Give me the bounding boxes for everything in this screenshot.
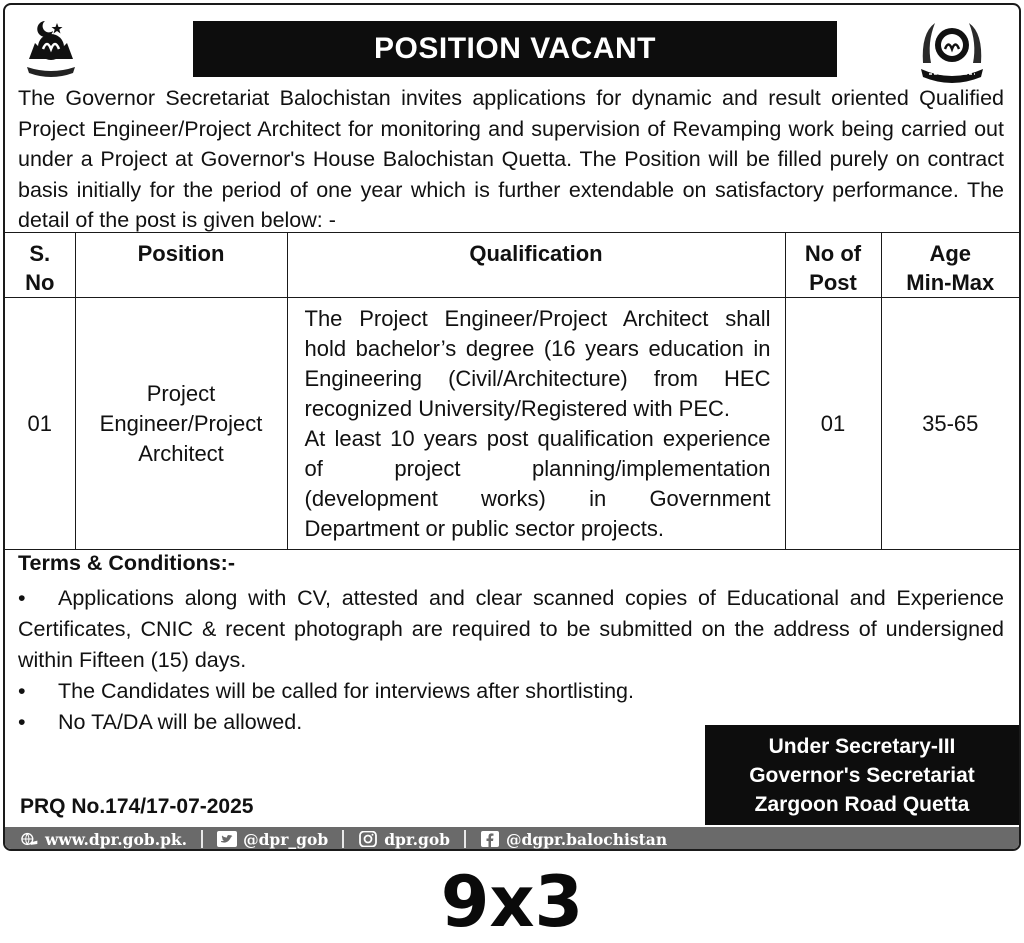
header-age <box>881 233 1019 298</box>
divider <box>342 830 344 848</box>
header-position: Position <box>75 233 287 298</box>
header-sno-line2: No <box>25 270 55 295</box>
header-sno <box>5 233 75 298</box>
page-title: POSITION VACANT <box>193 21 837 77</box>
list-item <box>18 583 1004 676</box>
term-text: Applications along with CV, attested and clear scanned copies of Educational and Experience Certificates, CNIC & recent photograph are required to be submitted on the address of undersigned within Fifteen (15) days. <box>18 586 1004 672</box>
twitter-handle[interactable]: @dpr_gob <box>243 829 329 849</box>
signatory-box <box>705 725 1019 825</box>
bullet: • <box>18 586 26 610</box>
website-link[interactable]: www.dpr.gob.pk. <box>45 829 188 849</box>
signatory-title: Under Secretary-III <box>768 734 956 758</box>
footer-facebook[interactable] <box>480 830 667 849</box>
position-line3: Architect <box>138 440 224 466</box>
list-item <box>18 676 1004 707</box>
divider <box>464 830 466 848</box>
header-age-line1: Age <box>929 241 972 266</box>
post-table <box>5 232 1019 550</box>
prq-number: PRQ No.174/17-07-2025 <box>20 795 254 818</box>
header-sno-line1: S. <box>29 241 51 266</box>
term-text: No TA/DA will be allowed. <box>58 710 303 734</box>
footer-bar <box>5 827 1019 851</box>
header-no-of-post <box>785 233 881 298</box>
header-posts-line1: No of <box>804 241 862 266</box>
qualification-degree: The Project Engineer/Project Architect shall hold bachelor’s degree (16 years education in Engineering (Civil/Architecture) from HEC recognized University/Registered with PEC. <box>304 305 771 421</box>
terms-heading: Terms & Conditions:- <box>18 551 235 575</box>
signatory-office: Governor's Secretariat <box>749 763 975 787</box>
terms-list <box>18 583 1004 738</box>
footer-instagram[interactable] <box>358 830 450 849</box>
balochistan-emblem-icon <box>15 13 87 85</box>
cell-age: 35-65 <box>881 298 1019 550</box>
divider <box>201 830 203 848</box>
position-line1: Project <box>146 380 216 406</box>
governor-house-emblem-icon <box>913 13 991 85</box>
footer-twitter[interactable] <box>217 830 328 849</box>
cell-sno: 01 <box>5 298 75 550</box>
twitter-icon <box>217 831 237 847</box>
bullet: • <box>18 710 26 734</box>
advertisement <box>3 3 1021 851</box>
ad-size-label: 9x3 <box>440 861 584 943</box>
cell-position <box>75 298 287 550</box>
instagram-handle[interactable]: dpr.gob <box>384 829 451 849</box>
table-header-row <box>5 233 1019 298</box>
globe-hand-icon <box>19 831 39 847</box>
header-age-line2: Min-Max <box>906 270 995 295</box>
table-row <box>5 298 1019 550</box>
cell-qualification <box>287 298 785 550</box>
qualification-experience: At least 10 years post qualification experience of project planning/implementation (development works) in Government Department or public sector projects. <box>304 425 771 541</box>
position-line2: Engineer/Project <box>99 410 263 436</box>
facebook-icon <box>480 831 500 847</box>
header-qualification: Qualification <box>287 233 785 298</box>
facebook-handle[interactable]: @dgpr.balochistan <box>506 829 668 849</box>
footer-website[interactable] <box>19 830 187 849</box>
cell-no-of-post: 01 <box>785 298 881 550</box>
term-text: The Candidates will be called for interviews after shortlisting. <box>58 679 634 703</box>
instagram-icon <box>358 831 378 847</box>
intro-paragraph: The Governor Secretariat Balochistan invites applications for dynamic and result oriented Qualified Project Engineer/Project Architect for monitoring and supervision of Revamping work being carried out under a Project at Governor's House Balochistan Quetta. The Position will be filled purely on contract basis initially for the period of one year which is further extendable on satisfactory performance. The detail of the post is given below: - <box>18 86 1004 232</box>
signatory-address: Zargoon Road Quetta <box>754 792 970 816</box>
bullet: • <box>18 679 26 703</box>
header-posts-line2: Post <box>809 270 857 295</box>
